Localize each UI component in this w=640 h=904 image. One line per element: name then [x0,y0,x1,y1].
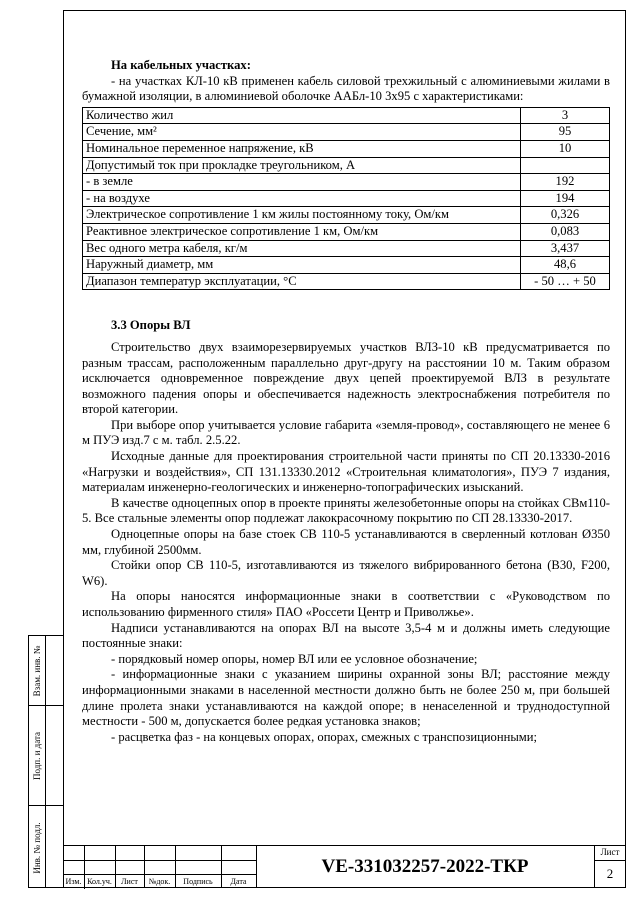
section-3-3-heading: 3.3 Опоры ВЛ [111,318,191,333]
param-cell: Электрическое сопротивление 1 км жилы постоянному току, Ом/км [83,207,521,224]
table-row [83,207,610,224]
sheet-label: Лист [600,847,620,857]
paragraph: - расцветка фаз - на концевых опорах, опорах, смежных с транспозиционными; [111,729,537,744]
paragraph: Стойки опор СВ 110-5, изготавливаются из тяжелого вибрированного бетона (В30, F200, W6). [82,558,610,588]
side-value-inv-podl [45,806,64,889]
param-cell: Допустимый ток при прокладке треугольником, А [83,157,521,174]
table-row [83,223,610,240]
section-3-3-body [82,340,610,745]
tb-col-kol-uch: Кол.уч. [87,877,112,886]
title-block [63,845,626,888]
paragraph: В качестве одноцепных опор в проекте приняты железобетонные опоры на стойках СВм110-5. Все стальные элементы опор подлежат лакокрасочному покрытию по СП 28.13330-2017. [82,495,610,526]
paragraph: - порядковый номер опоры, номер ВЛ или ее условное обозначение; [111,651,478,666]
param-cell: Наружный диаметр, мм [83,257,521,274]
value-cell: 192 [521,174,610,191]
table-row [83,257,610,274]
tb-col-izm: Изм. [65,877,82,886]
value-cell: 95 [521,124,610,141]
side-stamp-value-column [45,636,64,887]
cable-spec-table [82,107,610,291]
paragraph: Надписи устанавливаются на опорах ВЛ на высоте 3,5-4 м и должны иметь следующие постоянные знаки: [82,620,610,651]
value-cell: 3,437 [521,240,610,257]
paragraph: При выборе опор учитывается условие габарита «земля-провод», составляющего не менее 6 м ПУЭ изд.7 с м. табл. 2.5.22. [82,417,610,448]
side-cell-inv-podl [29,806,45,889]
side-cell-vzam-inv [29,636,45,706]
side-label-podp-data: Подп. и дата [32,731,42,780]
value-cell: 194 [521,190,610,207]
table-row [83,107,610,124]
cable-section-heading: На кабельных участках: [111,58,251,72]
side-stamp [28,635,63,888]
value-cell: - 50 … + 50 [521,273,610,290]
param-cell: Количество жил [83,107,521,124]
tb-col-data: Дата [230,877,247,886]
table-row [83,174,610,191]
paragraph: - информационные знаки с указанием ширины охранной зоны ВЛ; расстояние между информационными знаками в населенной местности должно быть не более 250 м, при большей длине пролета знаки устанавливаются на каждой опоре; в ненаселенной и труднодоступной местности - 500 м, допускается более редкая установка знаков; [82,667,610,729]
param-cell: Сечение, мм² [83,124,521,141]
table-row [83,240,610,257]
value-cell: 48,6 [521,257,610,274]
param-cell: - на воздухе [83,190,521,207]
value-cell: 10 [521,140,610,157]
paragraph: Строительство двух взаиморезервируемых участков ВЛЗ-10 кВ предусматривается по разным трассам, расположенным параллельно друг-другу на расстоянии 10 м. Таким образом исключается одновременное повреждение двух цепей проектируемой ВЛЗ в результате возможного падения опоры и обеспечивается надежность электроснабжения потребителя по второй категории. [82,339,610,417]
side-value-podp-data [45,706,64,806]
value-cell: 0,083 [521,223,610,240]
side-label-vzam-inv: Взам. инв. № [32,645,42,696]
document-body [82,58,610,745]
tb-col-podpis: Подпись [183,877,213,886]
paragraph: Исходные данные для проектирования строительной части приняты по СП 20.13330-2016 «Нагрузки и воздействия», СП 131.13330.2012 «Строительная климатология», ПУЭ 7 издания, материалам инженерно-геологических и инженерно-топографических изысканий. [82,449,610,495]
tb-col-list: Лист [121,877,138,886]
table-row [83,190,610,207]
sheet-number: 2 [606,866,614,881]
param-cell: Вес одного метра кабеля, кг/м [83,240,521,257]
table-row [83,157,610,174]
table-row [83,273,610,290]
param-cell: Номинальное переменное напряжение, кВ [83,140,521,157]
param-cell: - в земле [83,174,521,191]
side-stamp-label-column [29,636,46,887]
paragraph: На опоры наносятся информационные знаки в соответствии с «Руководством по использованию фирменного стиля» ПАО «Россети Центр и Приволжье». [82,589,610,619]
value-cell: 3 [521,107,610,124]
value-cell [521,157,610,174]
side-label-inv-podl: Инв. № подл. [32,821,42,874]
document-code: VE-331032257-2022-ТКР [321,856,529,877]
table-row [83,124,610,141]
side-value-vzam-inv [45,636,64,706]
value-cell: 0,326 [521,207,610,224]
table-row [83,140,610,157]
tb-col-n-dok: №док. [148,877,171,886]
param-cell: Диапазон температур эксплуатации, °С [83,273,521,290]
cable-section-intro: - на участках КЛ-10 кВ применен кабель силовой трехжильный с алюминиевыми жилами в бумажной изоляции, в алюминиевой оболочке ААБл-10 3х95 с характеристиками: [82,73,610,104]
param-cell: Реактивное электрическое сопротивление 1 км, Ом/км [83,223,521,240]
side-cell-podp-data [29,706,45,806]
paragraph: Одноцепные опоры на базе стоек СВ 110-5 устанавливаются в сверленный котлован Ø350 мм, глубиной 2500мм. [82,527,610,557]
